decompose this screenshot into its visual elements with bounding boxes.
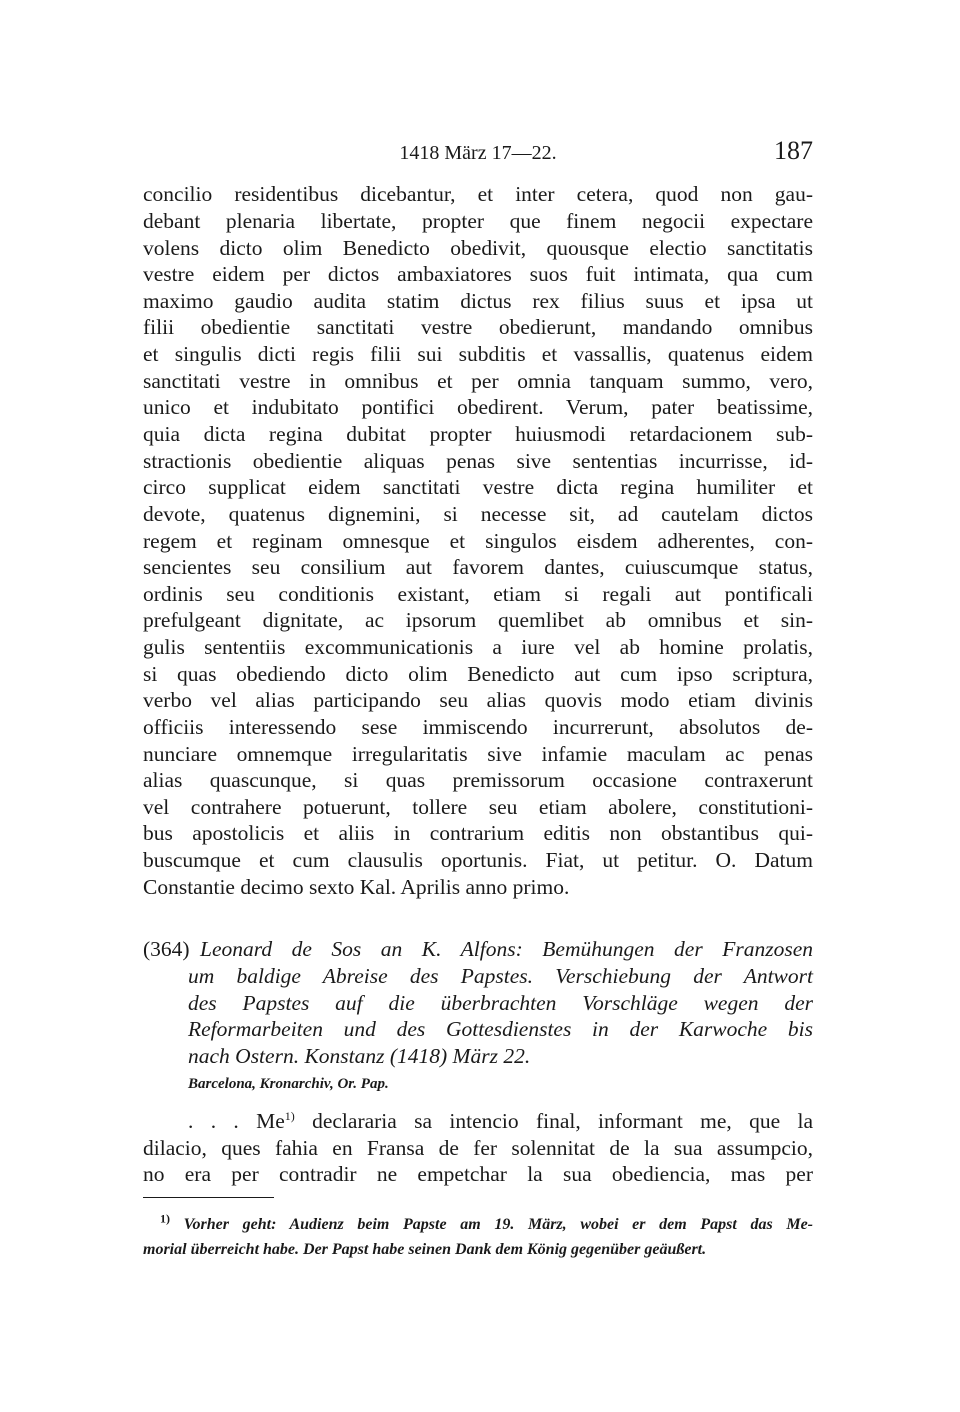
body-line: circo supplicat eidem sanctitati vestre dicta regina humiliter et <box>143 475 813 499</box>
catalan-line: dilacio, ques fahia en Fransa de fer solennitat de la sua assumpcio, <box>143 1136 813 1160</box>
body-line: buscumque et cum clausulis oportunis. Fiat, ut petitur. O. Datum <box>143 848 813 872</box>
entry-number: (364) <box>143 937 190 961</box>
footnote-text: Vorher geht: Audienz beim Papste am 19. März, wobei er dem Papst das Me- <box>170 1216 813 1233</box>
body-line: ordinis seu conditionis existant, etiam si regali aut pontificali <box>143 582 813 606</box>
body-line: sanctitati vestre in omnibus et per omnia tanquam summo, vero, <box>143 369 813 393</box>
body-line: officiis interessendo sese immiscendo incurrerunt, absolutos de- <box>143 715 813 739</box>
entry-title-line: des Papstes auf die überbrachten Vorschläge wegen der <box>188 991 813 1015</box>
body-line: filii obedientie sanctitati vestre obedierunt, mandando omnibus <box>143 315 813 339</box>
body-line: si quas obediendo dicto olim Benedicto aut cum ipso scriptura, <box>143 662 813 686</box>
archive-source: Barcelona, Kronarchiv, Or. Pap. <box>188 1076 389 1092</box>
entry-title-line: nach Ostern. Konstanz (1418) März 22. <box>188 1044 531 1068</box>
body-line: unico et indubitato pontifici obedirent. Verum, pater beatissime, <box>143 395 813 419</box>
catalan-ellipsis-me: . . . Me <box>188 1109 285 1133</box>
body-line: bus apostolicis et aliis in contrarium editis non obstantibus qui- <box>143 821 813 845</box>
body-line: verbo vel alias participando seu alias quovis modo etiam divinis <box>143 688 813 712</box>
body-line: gulis sententiis excommunicationis a iure vel ab homine prolatis, <box>143 635 813 659</box>
body-line: Constantie decimo sexto Kal. Aprilis anno primo. <box>143 875 570 899</box>
running-head: 1418 März 17—22. <box>399 142 557 164</box>
body-line: sencientes seu consilium aut favorem dantes, cuiuscumque status, <box>143 555 813 579</box>
page-header <box>143 136 813 168</box>
footnote-reference: 1) <box>284 1108 295 1123</box>
catalan-line-rest: declararia sa intencio final, informant me, que la <box>294 1109 813 1133</box>
footnote-line: morial überreicht habe. Der Papst habe seinen Dank dem König gegenüber geäußert. <box>143 1241 707 1258</box>
body-line: alias quascunque, si quas premissorum occasione contraxerunt <box>143 768 813 792</box>
footnote-divider <box>143 1197 274 1198</box>
body-line: devote, quatenus dignemini, si necesse sit, ad cautelam dictos <box>143 502 813 526</box>
body-line: vestre eidem per dictos ambaxiatores suos fuit intimata, qua cum <box>143 262 813 286</box>
catalan-line: no era per contradir ne empetchar la sua obediencia, mas per <box>143 1162 813 1186</box>
entry-title-line: Leonard de Sos an K. Alfons: Bemühungen der Franzosen <box>200 937 813 961</box>
body-line: et singulis dicti regis filii sui subditis et vassallis, quatenus eidem <box>143 342 813 366</box>
body-line: nunciare omnemque irregularitatis sive infamie maculam ac penas <box>143 742 813 766</box>
footnote-line <box>160 1213 813 1237</box>
catalan-line <box>188 1108 813 1135</box>
body-line: vel contrahere potuerunt, tollere seu etiam abolere, constitutioni- <box>143 795 813 819</box>
body-line: maximo gaudio audita statim dictus rex filius suus et ipsa ut <box>143 289 813 313</box>
entry-title-line: Reformarbeiten und des Gottesdienstes in der Karwoche bis <box>188 1017 813 1041</box>
body-line: prefulgeant dignitate, ac ipsorum quemlibet ab omnibus et sin- <box>143 608 813 632</box>
body-line: debant plenaria libertate, propter que finem negocii expectare <box>143 209 813 233</box>
body-line: concilio residentibus dicebantur, et inter cetera, quod non gau- <box>143 182 813 206</box>
body-line: volens dicto olim Benedicto obedivit, quousque electio sanctitatis <box>143 236 813 260</box>
body-line: quia dicta regina dubitat propter huiusmodi retardacionem sub- <box>143 422 813 446</box>
page-number: 187 <box>774 136 813 165</box>
footnote-mark: 1) <box>160 1211 170 1226</box>
entry-title-line: um baldige Abreise des Papstes. Verschiebung der Antwort <box>188 964 813 988</box>
body-line: stractionis obedientie aliquas penas sive sententias incurrisse, id- <box>143 449 813 473</box>
body-line: regem et reginam omnesque et singulos eisdem adherentes, con- <box>143 529 813 553</box>
